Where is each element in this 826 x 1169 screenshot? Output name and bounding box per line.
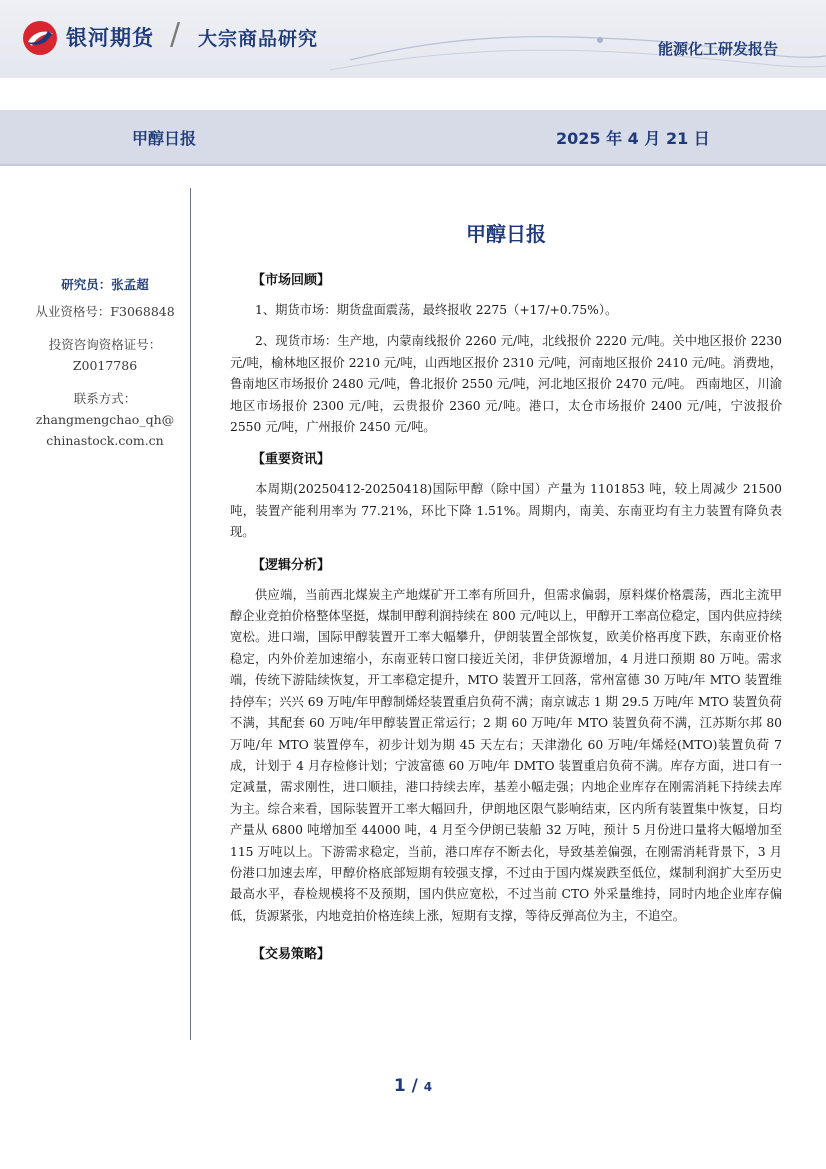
- report-header: [0, 0, 826, 78]
- paragraph-spot-market: 2、现货市场：生产地，内蒙南线报价 2260 元/吨，北线报价 2220 元/吨。关中地区报价 2230 元/吨，榆林地区报价 2210 元/吨，山西地区报价 2310 元/吨，河南地区报价 2410 元/吨。消费地，鲁南地区市场报价 2480 元/吨，鲁北报价 2550 元/吨，河北地区报价 2470 元/吨。 西南地区，川渝地区市场报价 2300 元/吨，云贵报价 2360 元/吨。港口，太仓市场报价 2400 元/吨，宁波报价 2550 元/吨，广州报价 2450 元/吨。: [230, 334, 783, 435]
- analyst-sidebar: [20, 274, 190, 451]
- section-heading-logic-analysis: 【逻辑分析】: [252, 557, 331, 573]
- report-category: 能源化工研发报告: [657, 40, 778, 58]
- page-number: [0, 1076, 826, 1096]
- section-heading-trading-strategy: 【交易策略】: [252, 947, 331, 963]
- consult-license-number: Z0017786: [72, 358, 138, 373]
- consult-license-label: 投资咨询资格证号：: [48, 337, 162, 352]
- contact-label: 联系方式：: [73, 391, 137, 406]
- brand-slash: /: [170, 17, 181, 52]
- title-band: [0, 110, 826, 166]
- analyst-name: 研究员：张孟超: [61, 277, 149, 292]
- document-title: 甲醇日报: [466, 222, 546, 246]
- page-current: 1: [393, 1076, 406, 1096]
- license-number: 从业资格号：F3068848: [35, 304, 175, 319]
- page-separator: /: [405, 1076, 424, 1096]
- paragraph-key-news: 本周期(20250412-20250418)国际甲醇（除中国）产量为 1101853 吨，较上周减少 21500 吨，装置产能利用率为 77.21%，环比下降 1.51%。周期内，南美、东南亚均有主力装置有降负表现。: [230, 482, 782, 540]
- report-date: 2025 年 4 月 21 日: [556, 129, 710, 148]
- section-heading-key-news: 【重要资讯】: [252, 452, 331, 468]
- page-total: 4: [423, 1080, 433, 1094]
- column-divider: [190, 188, 191, 1040]
- brand-name: 银河期货: [66, 26, 154, 50]
- brand-subtitle: 大宗商品研究: [198, 28, 319, 50]
- report-body: [230, 218, 782, 974]
- paragraph-futures-market: 1、期货市场：期货盘面震荡，最终报收 2275（+17/+0.75%）。: [255, 303, 618, 317]
- galaxy-logo-icon: [22, 20, 58, 56]
- contact-email-line-1[interactable]: zhangmengchao_qh@: [35, 412, 175, 427]
- contact-email-line-2[interactable]: chinastock.com.cn: [46, 433, 164, 448]
- band-title: 甲醇日报: [132, 129, 197, 148]
- paragraph-logic-analysis: 供应端，当前西北煤炭主产地煤矿开工率有所回升，但需求偏弱，原料煤价格震荡，西北主流甲醇企业竞拍价格整体坚挺，煤制甲醇利润持续在 800 元/吨以上，甲醇开工率高位稳定，国内供应持续宽松。进口端，国际甲醇装置开工率大幅攀升，伊朗装置全部恢复，欧美价格再度下跌，东南亚价格稳定，内外价差加速缩小，东南亚转口窗口接近关闭，非伊货源增加，4 月进口预期 80 万吨。需求端，传统下游陆续恢复，开工率稳定提升，MTO 装置开工回落，常州富德 30 万吨/年 MTO 装置维持停车；兴兴 69 万吨/年甲醇制烯烃装置重启负荷不满；南京诚志 1 期 29.5 万吨/年 MTO 装置负荷不满，其配套 60 万吨/年甲醇装置正常运行；2 期 60 万吨/年 MTO 装置负荷不满，江苏斯尔邦 80 万吨/年 MTO 装置停车，初步计划为期 45 天左右；天津渤化 60 万吨/年烯烃(MTO)装置负荷 7 成，计划于 4 月存检修计划；宁波富德 60 万吨/年 DMTO 装置重启负荷不满。库存方面，进口有一定减量，需求刚性，进口顺挂，港口持续去库，基差小幅走强；内地企业库存在刚需消耗下持续去库为主。综合来看，国际装置开工率大幅回升，伊朗地区限气影响结束，区内所有装置集中恢复，日均产量从 6800 吨增加至 44000 吨，4 月至今伊朗已装船 32 万吨，预计 5 月份进口量将大幅增加至 115 万吨以上。下游需求稳定，当前，港口库存不断去化，导致基差偏强，在刚需消耗背景下，3 月份港口加速去库，甲醇价格底部短期有较强支撑，不过由于国内煤炭跌至低位，煤制利润扩大至历史最高水平，春检规模将不及预期，国内供应宽松，不过当前 CTO 外采量维持，同时内地企业库存偏低，货源紧张，内地竞拍价格连续上涨，短期有支撑，等待反弹高位为主，不追空。: [230, 587, 782, 923]
- section-heading-market-review: 【市场回顾】: [252, 273, 331, 288]
